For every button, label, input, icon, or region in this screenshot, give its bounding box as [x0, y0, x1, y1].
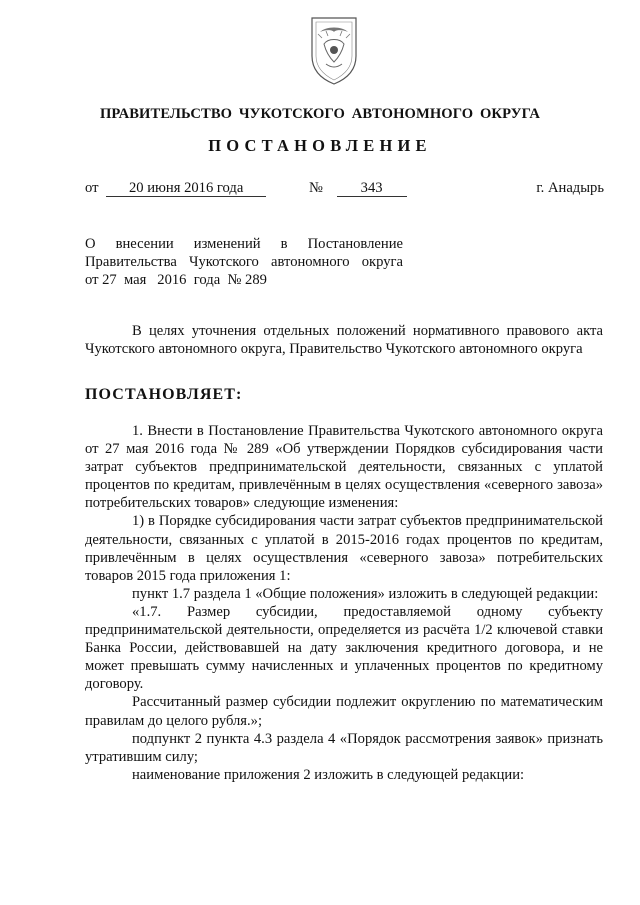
resolution-body	[85, 422, 603, 784]
paragraph-5: Рассчитанный размер субсидии подлежит округлению по математическим правилам до целого рубля.»;	[85, 694, 603, 729]
coat-of-arms-emblem	[306, 14, 362, 86]
city: г. Анадырь	[536, 180, 604, 196]
paragraph-3: пункт 1.7 раздела 1 «Общие положения» изложить в следующей редакции:	[132, 585, 599, 602]
paragraph-6: подпункт 2 пункта 4.3 раздела 4 «Порядок рассмотрения заявок» признать утратившим силу;	[85, 730, 603, 765]
paragraph-1: 1. Внести в Постановление Правительства Чукотского автономного округа от 27 мая 2016 года № 289 «Об утверждении Порядков субсидирования части затрат субъектов предпринимательской деятельности, связанных с уплатой процентов по кредитам, привлечённым в целях осуществления «северного завоза» потребительских товаров» следующие изменения:	[85, 423, 603, 512]
resolution-date	[106, 181, 266, 197]
date-line	[85, 180, 266, 197]
paragraph-2: 1) в Порядке субсидирования части затрат субъектов предпринимательской деятельности, связанных с уплатой в 2015-2016 годах процентов по кредитам, привлечённым в целях осуществления «северного завоза» потребительских товаров 2015 года приложения 1:	[85, 513, 603, 584]
resolution-number-text: 343	[360, 180, 383, 196]
subject-line-1: О внесении изменений в Постановление	[85, 236, 403, 252]
number-prefix: №	[309, 180, 323, 196]
document-type-title: ПОСТАНОВЛЕНИЕ	[208, 136, 432, 155]
paragraph-7: наименование приложения 2 изложить в следующей редакции:	[132, 766, 525, 783]
date-prefix: от	[85, 180, 99, 196]
government-title: ПРАВИТЕЛЬСТВО ЧУКОТСКОГО АВТОНОМНОГО ОКРУГА	[99, 106, 541, 122]
subject-line-2: Правительства Чукотского автономного округа	[85, 254, 403, 270]
resolves-heading: ПОСТАНОВЛЯЕТ:	[85, 386, 243, 403]
resolution-number	[337, 181, 407, 197]
preamble-block	[85, 322, 603, 358]
resolution-date-text: 20 июня 2016 года	[128, 180, 244, 196]
preamble: В целях уточнения отдельных положений нормативного правового акта Чукотского автономного округа, Правительство Чукотского автономного округа	[85, 323, 603, 358]
paragraph-4: «1.7. Размер субсидии, предоставляемой одному субъекту предпринимательской деятельности, определяется из расчёта 1/2 ключевой ставки Банка России, действовавшей на дату заключения кредитного договора, и не может превышать сумму начисленных и уплаченных процентов по кредитному договору.	[85, 603, 603, 693]
subject-line-3: от 27 мая 2016 года № 289	[85, 272, 267, 288]
subject-block	[85, 235, 403, 289]
number-line	[309, 180, 407, 197]
